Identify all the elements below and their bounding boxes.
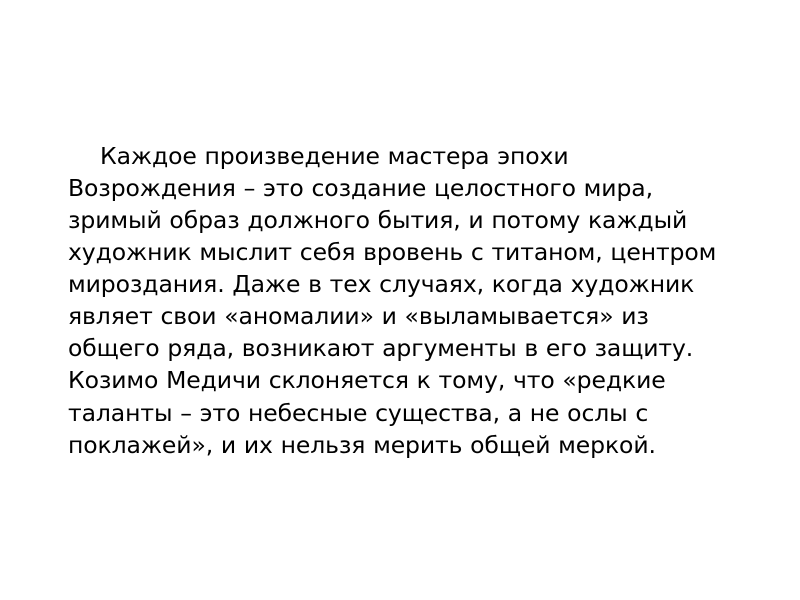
slide-body-paragraph: Каждое произведение мастера эпохи Возрождения – это создание целостного мира, зримый образ должного бытия, и потому каждый художник мыслит себя вровень с титаном, центром мироздания. Даже в тех случаях, когда художник являет свои «аномалии» и «выламывается» из общего ряда, возникают аргументы в его защиту. Козимо Медичи склоняется к тому, что «редкие таланты – это небесные существа, а не ослы с поклажей», и их нельзя мерить общей меркой.	[68, 142, 725, 459]
